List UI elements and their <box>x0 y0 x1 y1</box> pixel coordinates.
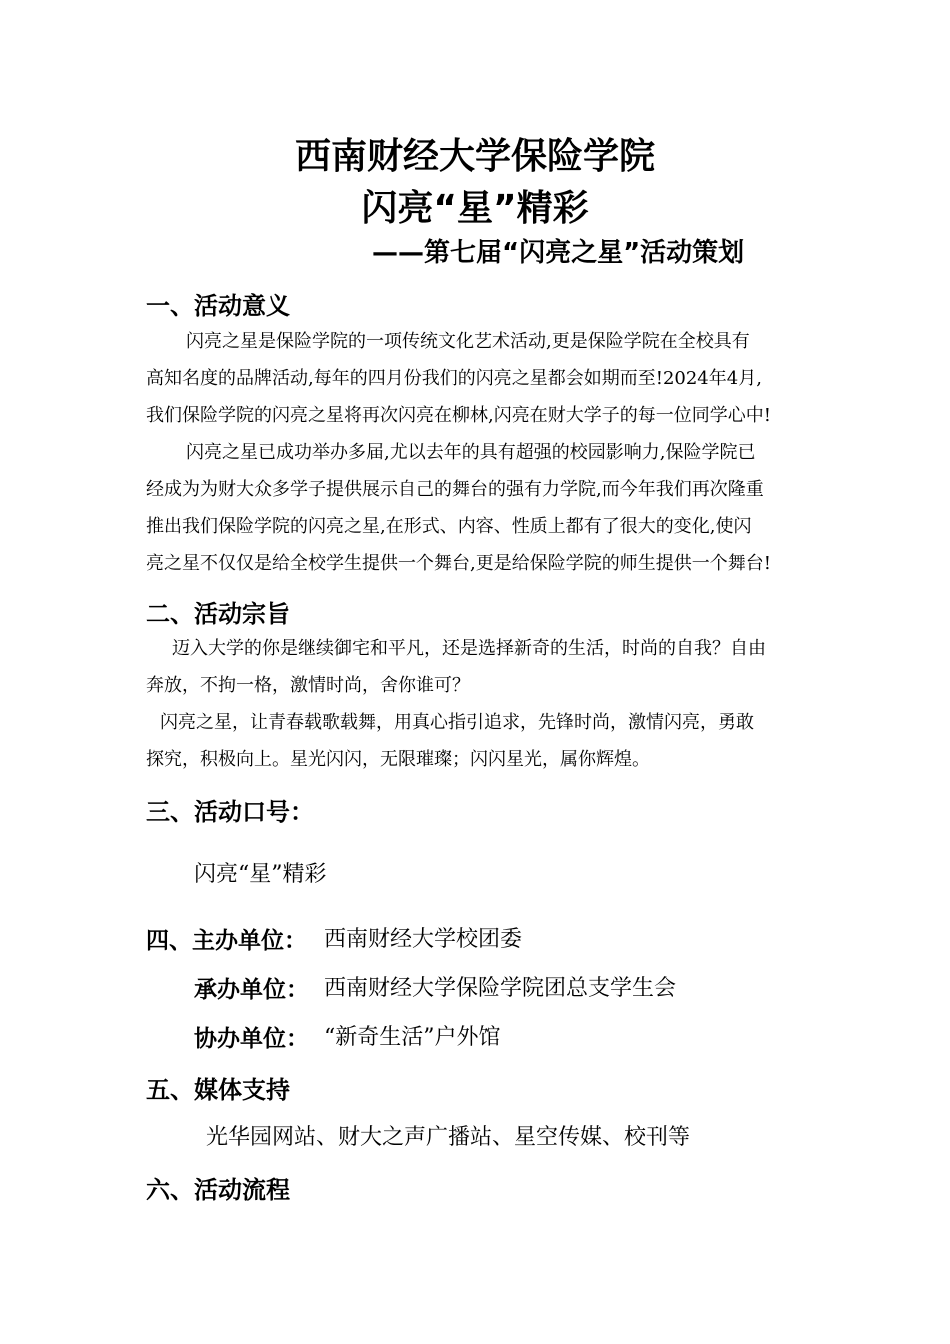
section-heading-process: 六、活动流程 <box>146 1176 290 1204</box>
paragraph-line: 闪亮之星，让青春载歌载舞，用真心指引追求，先锋时尚，激情闪亮，勇敢 <box>160 712 754 733</box>
paragraph-line: 迈入大学的你是继续御宅和平凡，还是选择新奇的生活，时尚的自我？自由 <box>172 638 766 659</box>
event-title: 闪亮“星”精彩 <box>361 188 589 229</box>
document-subtitle: ——第七届“闪亮之星”活动策划 <box>372 238 745 268</box>
paragraph-line: 闪亮之星是保险学院的一项传统文化艺术活动,更是保险学院在全校具有 <box>186 331 750 352</box>
slogan-text: 闪亮“星”精彩 <box>194 862 327 887</box>
section-heading-media: 五、媒体支持 <box>146 1076 290 1104</box>
section-heading-purpose: 二、活动宗旨 <box>146 600 290 628</box>
co-organizer-label: 协办单位： <box>194 1026 309 1052</box>
organizer-value: 西南财经大学保险学院团总支学生会 <box>324 976 677 1001</box>
section-heading-host: 四、主办单位： <box>146 928 307 954</box>
section-heading-slogan: 三、活动口号： <box>146 798 314 826</box>
paragraph-line: 奔放，不拘一格，激情时尚，舍你谁可？ <box>146 675 470 696</box>
paragraph-line: 亮之星不仅仅是给全校学生提供一个舞台,更是给保险学院的师生提供一个舞台! <box>146 553 771 574</box>
paragraph-line: 高知名度的品牌活动,每年的四月份我们的闪亮之星都会如期而至!2024年4月, <box>146 368 762 389</box>
paragraph-line: 闪亮之星已成功举办多届,尤以去年的具有超强的校园影响力,保险学院已 <box>186 442 756 463</box>
media-list: 光华园网站、财大之声广播站、星空传媒、校刊等 <box>206 1125 691 1150</box>
host-value: 西南财经大学校团委 <box>324 927 523 952</box>
co-organizer-value: “新奇生活”户外馆 <box>324 1025 501 1050</box>
paragraph-line: 经成为为财大众多学子提供展示自己的舞台的强有力学院,而今年我们再次隆重 <box>146 479 764 500</box>
document-title: 西南财经大学保险学院 <box>294 136 655 177</box>
paragraph-line: 我们保险学院的闪亮之星将再次闪亮在柳林,闪亮在财大学子的每一位同学心中! <box>146 405 771 426</box>
paragraph-line: 探究，积极向上。星光闪闪，无限璀璨；闪闪星光，属你辉煌。 <box>146 749 650 770</box>
organizer-label: 承办单位： <box>194 977 309 1003</box>
paragraph-line: 推出我们保险学院的闪亮之星,在形式、内容、性质上都有了很大的变化,使闪 <box>146 516 752 537</box>
section-heading-significance: 一、活动意义 <box>146 292 290 320</box>
